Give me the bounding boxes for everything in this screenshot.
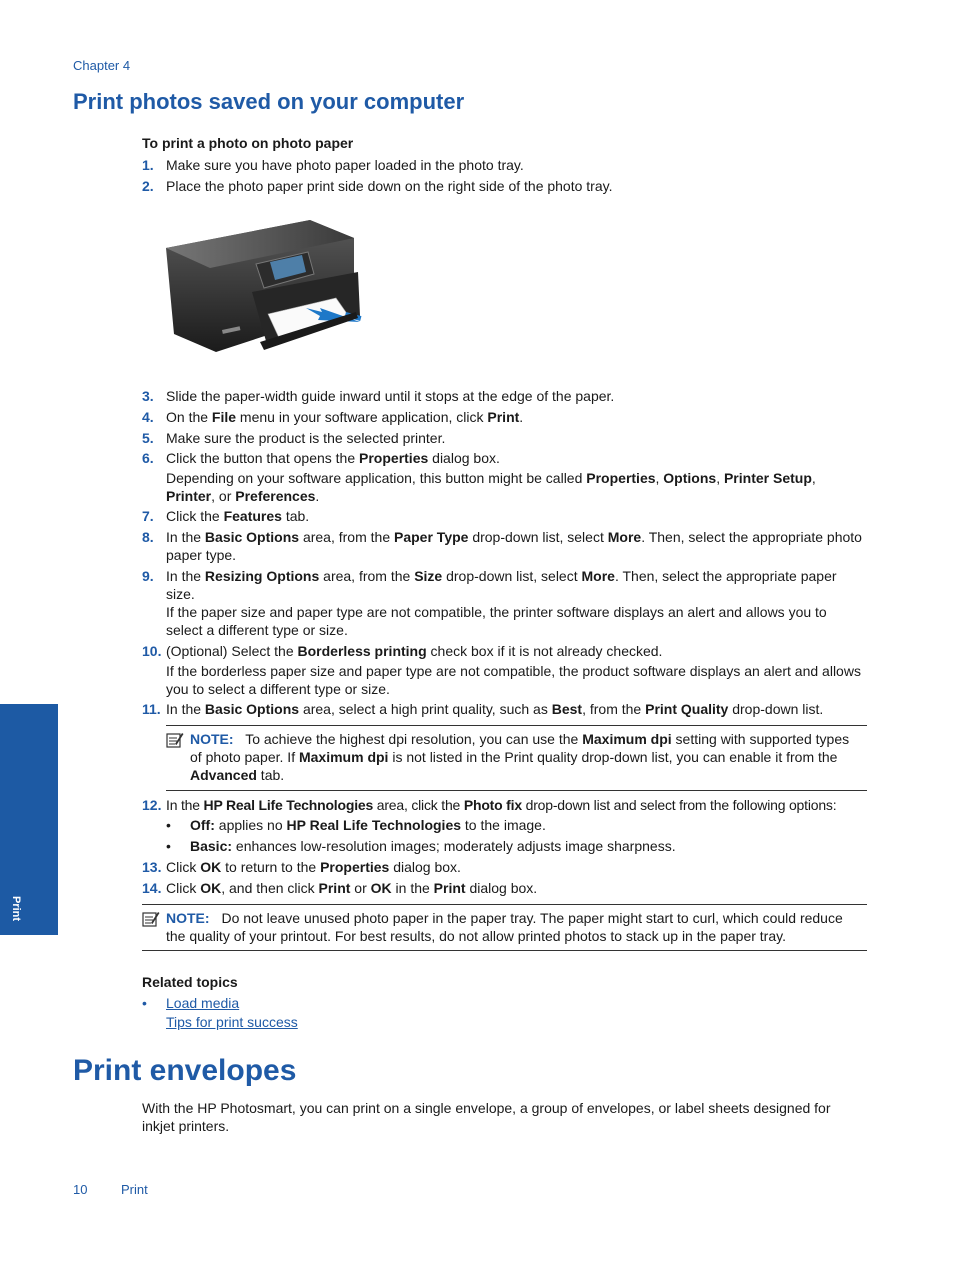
note-text [190, 730, 867, 784]
printer-illustration [160, 212, 370, 360]
bold-text: Printer [166, 488, 212, 504]
bullet-dot: • [142, 995, 147, 1011]
text: Click the [166, 508, 224, 524]
bold-text: Preferences [235, 488, 316, 504]
step-text: Place the photo paper print side down on the right side of the photo tray. [166, 178, 613, 194]
note-icon [142, 911, 160, 927]
text: dialog box. [465, 880, 538, 896]
text: inkjet printers. [142, 1118, 230, 1134]
link-load-media[interactable]: Load media [166, 995, 240, 1011]
text: drop-down list. [728, 701, 824, 717]
bold-text: File [211, 409, 237, 425]
text: area, from the [319, 568, 415, 584]
bold-text: Borderless printing [297, 643, 427, 659]
text: area, click the [373, 797, 464, 813]
page-number: 10 [73, 1182, 88, 1197]
text: drop-down list, select [442, 568, 582, 584]
step-text: Slide the paper-width guide inward until it stops at the edge of the paper. [166, 388, 615, 404]
text: , [655, 470, 664, 486]
text: setting with supported types [671, 731, 850, 747]
bold-text: Resizing Options [204, 568, 320, 584]
bold-text: Print Quality [645, 701, 729, 717]
side-tab-label: Print [10, 896, 22, 922]
step-number: 10. [142, 643, 162, 659]
bold-text: More [581, 568, 615, 584]
text: in the [391, 880, 434, 896]
text: To achieve the highest dpi resolution, you can use the [245, 731, 583, 747]
bullet-dot: • [166, 838, 171, 854]
step-number: 6. [142, 450, 154, 466]
text: drop-down list and select from the following options: [521, 797, 837, 813]
text: is not listed in the Print quality drop-down list, you can enable it from the [388, 749, 838, 765]
text: On the [166, 409, 212, 425]
step-8 [142, 528, 872, 564]
step-number: 1. [142, 157, 154, 173]
text: . Then, select the appropriate paper [614, 568, 837, 584]
bold-text: OK [370, 880, 392, 896]
text: select a different type or size. [166, 622, 348, 638]
text: paper type. [166, 547, 237, 563]
bold-text: More [607, 529, 642, 545]
note-text [166, 909, 867, 945]
note-label: NOTE: [190, 731, 234, 747]
bold-text: Print [487, 409, 520, 425]
text: dialog box. [428, 450, 500, 466]
bold-text: Maximum dpi [298, 749, 389, 765]
bold-text: Printer Setup [723, 470, 812, 486]
text: (Optional) Select the [166, 643, 298, 659]
bold-text: Best [551, 701, 583, 717]
bold-text: Features [223, 508, 282, 524]
step-number: 5. [142, 430, 154, 446]
text: . [519, 409, 524, 425]
text: check box if it is not already checked. [426, 643, 663, 659]
text: . [315, 488, 320, 504]
text: of photo paper. If [190, 749, 299, 765]
footer-section: Print [121, 1182, 148, 1197]
step-6-detail [166, 469, 871, 505]
text: area, select a high print quality, such as [299, 701, 552, 717]
bold-text: HP Real Life Technologies [286, 817, 462, 833]
step-number: 8. [142, 529, 154, 545]
text: In the [166, 529, 205, 545]
intro-paragraph [142, 1099, 872, 1135]
text: tab. [281, 508, 310, 524]
text: , [811, 470, 816, 486]
related-topics-title: Related topics [142, 974, 238, 990]
note-box [166, 725, 867, 791]
bold-text: Properties [359, 450, 429, 466]
text: Click the button that opens the [166, 450, 360, 466]
bold-text: Off: [190, 817, 215, 833]
note-box [142, 904, 867, 951]
bold-text: Properties [320, 859, 390, 875]
text: , or [211, 488, 236, 504]
text: If the borderless paper size and paper type are not compatible, the product software displays an alert and allows [166, 663, 861, 679]
bold-text: Properties [586, 470, 656, 486]
text: Click [166, 880, 201, 896]
text: size. [166, 586, 195, 602]
step-9 [142, 567, 872, 639]
text: you to select a different type or size. [166, 681, 390, 697]
text: enhances low-resolution images; moderately adjusts image sharpness. [232, 838, 676, 854]
step-number: 9. [142, 568, 154, 584]
note-icon [166, 732, 184, 748]
step-10 [142, 642, 872, 696]
bold-text: HP Real Life Technologies [203, 797, 374, 813]
bold-text: Print [433, 880, 466, 896]
step-number: 2. [142, 178, 154, 194]
text: , and then click [221, 880, 319, 896]
step-number: 7. [142, 508, 154, 524]
text: Do not leave unused photo paper in the paper tray. The paper might start to curl, which could reduce [221, 910, 843, 926]
chapter-label: Chapter 4 [73, 58, 131, 73]
step-text: Make sure the product is the selected printer. [166, 430, 446, 446]
step-text: Make sure you have photo paper loaded in the photo tray. [166, 157, 524, 173]
text: or [350, 880, 371, 896]
side-tab [0, 704, 58, 935]
bold-text: OK [200, 859, 222, 875]
bold-text: Print [318, 880, 351, 896]
text: . Then, select the appropriate photo [641, 529, 862, 545]
text: In the [166, 568, 205, 584]
bullet-dot: • [166, 817, 171, 833]
section-title: Print photos saved on your computer [73, 89, 465, 114]
text: Click [166, 859, 201, 875]
text: Depending on your software application, this button might be called [166, 470, 587, 486]
step-number: 13. [142, 859, 162, 875]
text: , from the [582, 701, 646, 717]
bold-text: Basic Options [204, 529, 300, 545]
step-number: 3. [142, 388, 154, 404]
bold-text: Photo fix [463, 797, 522, 813]
step-number: 4. [142, 409, 154, 425]
text: , [716, 470, 724, 486]
bold-text: Basic: [190, 838, 233, 854]
text: the quality of your printout. For best results, do not allow printed photos to stack up in the paper tray. [166, 928, 786, 944]
bold-text: Size [414, 568, 443, 584]
text: drop-down list, select [468, 529, 608, 545]
section-title: Print envelopes [73, 1054, 297, 1087]
text: area, from the [299, 529, 394, 545]
bold-text: Options [663, 470, 717, 486]
bold-text: Basic Options [204, 701, 300, 717]
bold-text: OK [200, 880, 222, 896]
bold-text: Advanced [190, 767, 257, 783]
step-number: 14. [142, 880, 162, 896]
bold-text: Paper Type [394, 529, 469, 545]
step-number: 11. [142, 701, 161, 717]
text: With the HP Photosmart, you can print on a single envelope, a group of envelopes, or label sheets designed for [142, 1100, 831, 1116]
text: to return to the [221, 859, 321, 875]
text: In the [166, 797, 204, 813]
text: If the paper size and paper type are not compatible, the printer software displays an alert and allows you to [166, 604, 827, 620]
text: menu in your software application, click [236, 409, 488, 425]
procedure-title: To print a photo on photo paper [142, 135, 354, 151]
note-label: NOTE: [166, 910, 210, 926]
text: In the [166, 701, 205, 717]
step-number: 12. [142, 797, 162, 813]
bold-text: Maximum dpi [582, 731, 672, 747]
text: dialog box. [389, 859, 461, 875]
link-tips-for-print-success[interactable]: Tips for print success [166, 1014, 298, 1030]
text: to the image. [461, 817, 546, 833]
text: applies no [214, 817, 287, 833]
text: tab. [256, 767, 285, 783]
